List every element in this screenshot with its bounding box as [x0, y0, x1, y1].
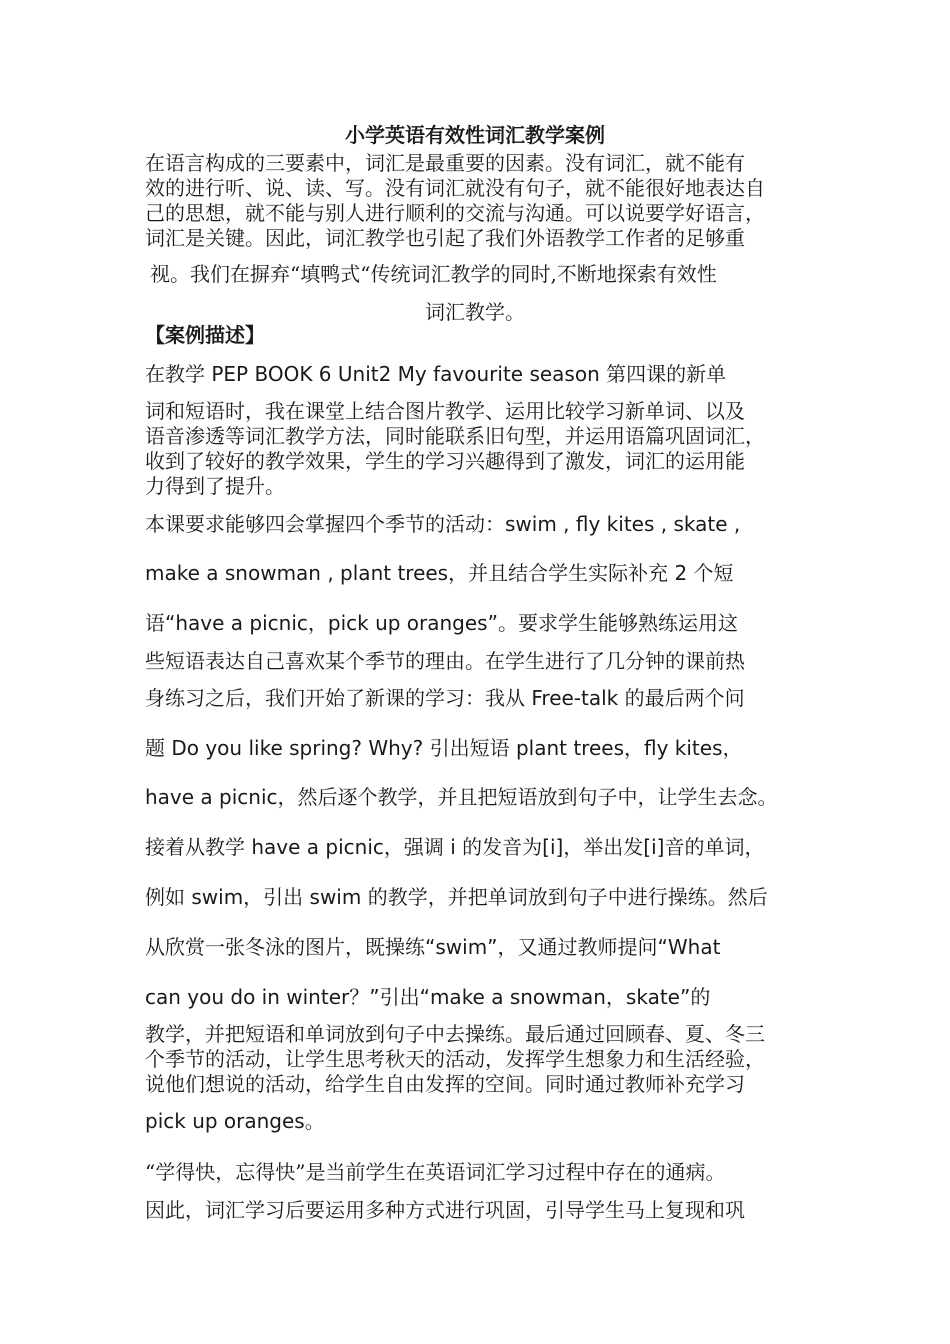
body-line: 说他们想说的活动，给学生自由发挥的空间。同时通过教师补充学习: [145, 1072, 745, 1096]
body-line: 题 Do you like spring? Why? 引出短语 plant trees，fly kites，: [145, 736, 743, 760]
body-line: 从欣赏一张冬泳的图片，既操练“swim”，又通过教师提问“What: [145, 935, 721, 959]
body-line: 语音渗透等词汇教学方法，同时能联系旧句型，并运用语篇巩固词汇，: [145, 424, 765, 448]
body-line: pick up oranges。: [145, 1109, 325, 1133]
body-line: 本课要求能够四会掌握四个季节的活动：swim , fly kites , skate ,: [145, 512, 741, 536]
body-line: 力得到了提升。: [145, 474, 285, 498]
body-line: 接着从教学 have a picnic，强调 i 的发音为[i]，举出发[i]音的单词，: [145, 835, 765, 859]
body-line: 些短语表达自己喜欢某个季节的理由。在学生进行了几分钟的课前热: [145, 649, 745, 673]
body-line: 身练习之后，我们开始了新课的学习：我从 Free-talk 的最后两个问: [145, 686, 745, 710]
body-line: 在教学 PEP BOOK 6 Unit2 My favourite season 第四课的新单: [145, 362, 727, 386]
body-line: 例如 swim，引出 swim 的教学，并把单词放到句子中进行操练。然后: [145, 885, 768, 909]
section-heading: 【案例描述】: [145, 323, 265, 347]
intro-line-5: 视。我们在摒弃“填鸭式“传统词汇教学的同时,不断地探索有效性: [150, 262, 717, 286]
body-line: 语“have a picnic，pick up oranges”。要求学生能够熟练运用这: [145, 611, 738, 635]
body-line: 教学，并把短语和单词放到句子中去操练。最后通过回顾春、夏、冬三: [145, 1022, 765, 1046]
body-line: can you do in winter？”引出“make a snowman，skate”的: [145, 985, 711, 1009]
intro-line-4: 词汇是关键。因此，词汇教学也引起了我们外语教学工作者的足够重: [145, 226, 745, 250]
body-line: 词和短语时，我在课堂上结合图片教学、运用比较学习新单词、以及: [145, 399, 745, 423]
document-title: 小学英语有效性词汇教学案例: [345, 123, 605, 147]
body-line: make a snowman , plant trees，并且结合学生实际补充 2 个短: [145, 561, 734, 585]
body-line: 因此，词汇学习后要运用多种方式进行巩固，引导学生马上复现和巩: [145, 1198, 745, 1222]
body-line: 收到了较好的教学效果，学生的学习兴趣得到了激发，词汇的运用能: [145, 449, 745, 473]
intro-line-2: 效的进行听、说、读、写。没有词汇就没有句子，就不能很好地表达自: [145, 176, 765, 200]
intro-line-6: 词汇教学。: [425, 300, 525, 324]
body-line: 个季节的活动，让学生思考秋天的活动，发挥学生想象力和生活经验，: [145, 1047, 765, 1071]
body-line: “学得快，忘得快”是当前学生在英语词汇学习过程中存在的通病。: [145, 1160, 726, 1184]
intro-line-3: 己的思想，就不能与别人进行顺利的交流与沟通。可以说要学好语言，: [145, 201, 765, 225]
intro-line-1: 在语言构成的三要素中，词汇是最重要的因素。没有词汇，就不能有: [145, 151, 745, 175]
body-line: have a picnic，然后逐个教学，并且把短语放到句子中，让学生去念。: [145, 785, 778, 809]
